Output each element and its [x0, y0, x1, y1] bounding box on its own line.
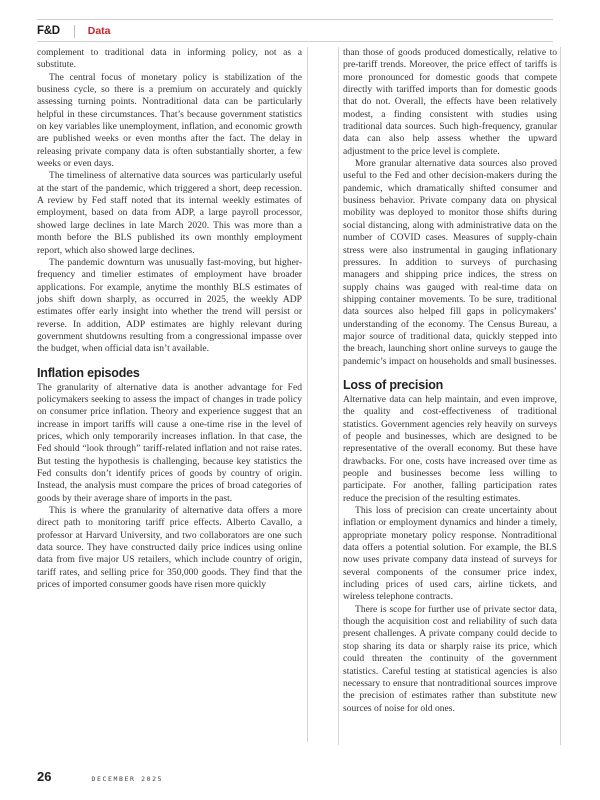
paragraph: This loss of precision can create uncertainty about inflation or employment dynamics and hinder a timely, appropriate monetary policy response. Nontraditional data offers a potential solution. For example, the BLS now uses private company data instead of surveys for several components of the consumer price index, including prices of used cars, airline tickets, and wireless telephone contracts. [343, 505, 557, 603]
section-label: Data [87, 25, 111, 37]
header-top-rule [37, 19, 553, 20]
header-separator [74, 25, 75, 38]
paragraph: complement to traditional data in informing policy, not as a substitute. [37, 47, 302, 71]
header-bottom-rule [37, 41, 553, 42]
right-column [343, 47, 557, 715]
paragraph: The central focus of monetary policy is stabilization of the business cycle, so there is a premium on accurately and quickly assessing turning points. Nontraditional data can be particularly helpful in these circumstances. That’s because government statistics on key variables like unemployment, inflation, and economic growth are published weeks or even months after the fact. The delay in releasing private company data is often substantially shorter, a few weeks or even days. [37, 71, 302, 170]
section-heading-inflation-episodes: Inflation episodes [37, 365, 140, 380]
page-number: 26 [37, 769, 52, 784]
column-divider-left [307, 47, 308, 742]
section-heading-loss-of-precision: Loss of precision [343, 377, 444, 392]
left-column [37, 47, 302, 591]
paragraph: This is where the granularity of alternative data offers a more direct path to monitoring tariff price effects. Alberto Cavallo, a professor at Harvard University, and two collaborators are one such data source. They have constructed daily price indices using online data from five major US retailers, which include country of origin, tariff rates, and selling price for 350,000 goods. They find that the prices of imported consumer goods have risen more quickly [37, 505, 302, 591]
page-footer [37, 769, 163, 784]
paragraph: The pandemic downturn was unusually fast-moving, but higher-frequency and timelier estimates of employment have broader applications. For example, anytime the monthly BLS estimates of jobs shift down sharply, as occurred in 2025, the weekly ADP estimates offer early insight into whether the trend will persist or reverse. In addition, ADP estimates are highly relevant during government shutdowns resulting from a congressional impasse over the budget, when official data isn’t available. [37, 256, 302, 355]
issue-date: DECEMBER 2025 [91, 775, 164, 783]
brand-logo: F&D [37, 25, 60, 37]
paragraph: There is scope for further use of private sector data, though the acquisition cost and reliability of such data present challenges. A private company could decide to stop sharing its data or sharply raise its price, which could threaten the continuity of the government statistics. Careful testing at statistical agencies is also necessary to ensure that nontraditional sources improve the precision of estimates rather than substitute new sources of noise for old ones. [343, 603, 557, 714]
paragraph: More granular alternative data sources also proved useful to the Fed and other decision-makers during the pandemic, which dramatically shifted consumer and business behavior. Private company data on physical mobility was deployed to monitor those shifts during social distancing, along with administrative data on the number of COVID cases. Measures of supply-chain stress were also instrumental in gauging inflationary pressures. In addition to surveys of purchasing managers and shipping price indices, the stress on supply chains was gauged with real-time data on shipping container movements. To be sure, traditional data sources also helped fill gaps in policymakers’ understanding of the economy. The Census Bureau, a major source of traditional data, quickly stepped into the breach, launching short online surveys to gauge the pandemic’s impact on households and small businesses. [343, 158, 557, 367]
paragraph: The timeliness of alternative data sources was particularly useful at the start of the pandemic, which triggered a short, deep recession. A review by Fed staff noted that its internal weekly estimates of employment, based on data from ADP, a large payroll processor, showed large declines in late March 2020. This was more than a month before the BLS published its own monthly employment report, which also showed large declines. [37, 170, 302, 256]
column-divider-right [560, 47, 561, 745]
running-header [37, 21, 111, 41]
paragraph: than those of goods produced domestically, relative to pre-tariff trends. Moreover, the price effect of tariffs is more pronounced for domestic goods that compete directly with tariffed imports than for domestic goods that do not. Overall, the effects have been relatively modest, a finding consistent with studies using traditional data sources. Such high-frequency, granular data can also help assess whether the upward adjustment to the price level is complete. [343, 47, 557, 157]
paragraph: Alternative data can help maintain, and even improve, the quality and cost-effectiveness of traditional statistics. Government agencies rely heavily on surveys of people and businesses, which are designed to be representative of the overall economy. But these have drawbacks. For one, costs have increased over time as people and businesses become less willing to participate. For another, falling participation rates reduce the precision of the resulting estimates. [343, 393, 557, 504]
column-divider-middle [338, 47, 339, 745]
paragraph: The granularity of alternative data is another advantage for Fed policymakers seeking to assess the impact of changes in trade policy on consumer price inflation. Theory and experience suggest that an increase in import tariffs will cause a one-time rise in the level of prices, which only temporarily increases inflation. In that case, the Fed should “look through” tariff-related inflation and not raise rates. But testing the hypothesis is challenging, because key statistics the Fed consults don’t identify prices of goods by country of origin. Instead, the analysis must compare the prices of broad categories of goods by their average share of imports in the past. [37, 381, 302, 504]
